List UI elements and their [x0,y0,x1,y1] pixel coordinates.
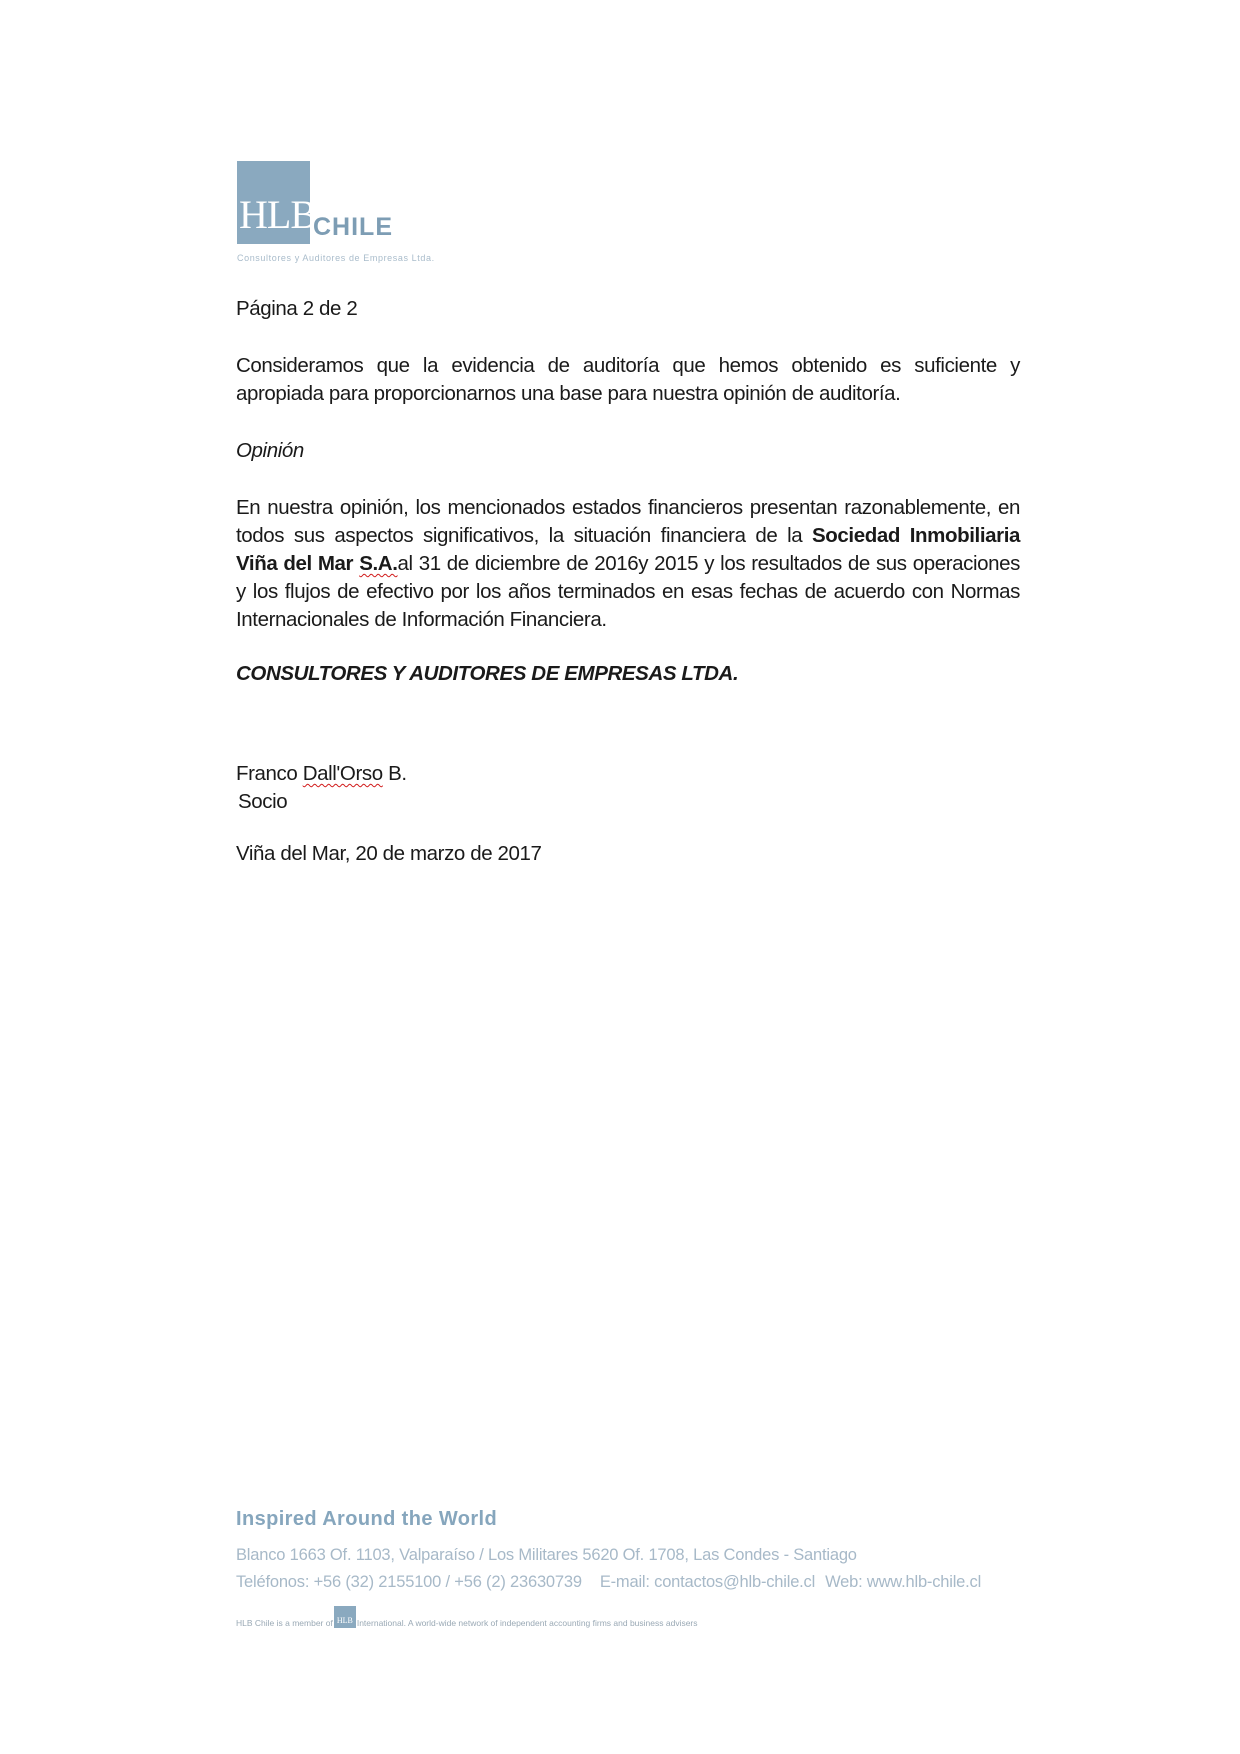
paragraph-opinion [236,494,1020,634]
footer-membership [236,1606,698,1628]
section-heading-opinion: Opinión [236,439,304,462]
opinion-intro: En nuestra opinión, los mencionados estados financieros presentan razonablemente, en todos sus aspectos significativos, la situación financiera de la [236,496,1020,547]
entity-name: Sociedad Inmobiliaria Viña del Mar [236,524,1020,575]
signer-suffix: B. [388,762,407,785]
footer-email: E-mail: contactos@hlb-chile.cl [599,1573,816,1591]
logo-brand-text: HLB [239,192,316,237]
logo-country-text: CHILE [313,213,393,241]
footer-contact [236,1573,981,1592]
entity-suffix: S.A. [359,552,398,575]
paragraph-evidence: Consideramos que la evidencia de auditoría que hemos obtenido es suficiente y apropiada para proporcionarnos una base para nuestra opinión de auditoría. [236,354,1020,405]
footer-tagline: Inspired Around the World [236,1508,498,1530]
signer-first-name: Franco [236,762,298,785]
page-number: Página 2 de 2 [236,297,358,320]
hlb-chile-logo [237,161,497,271]
logo-subtitle: Consultores y Auditores de Empresas Ltda. [237,253,435,263]
member-suffix: International. A world-wide network of independent accounting firms and business advisers [356,1618,698,1628]
signer-name [236,760,1020,788]
place-and-date: Viña del Mar, 20 de marzo de 2017 [236,842,542,865]
footer-phones: Teléfonos: +56 (32) 2155100 / +56 (2) 23630739 [236,1573,582,1591]
hlb-international-mini-logo: HLB [334,1606,356,1628]
footer-web: Web: www.hlb-chile.cl [825,1573,982,1591]
opinion-rest: al 31 de diciembre de 2016y 2015 y los resultados de sus operaciones y los flujos de efectivo por los años terminados en esas fechas de acuerdo con Normas Internacionales de Información Financiera. [236,552,1021,631]
signer-role: Socio [238,790,288,813]
signer-surname: Dall'Orso [302,762,383,785]
member-prefix: HLB Chile is a member of [236,1618,333,1628]
footer-address: Blanco 1663 Of. 1103, Valparaíso / Los Militares 5620 Of. 1708, Las Condes - Santiago [236,1546,857,1564]
firm-name: CONSULTORES Y AUDITORES DE EMPRESAS LTDA. [236,662,739,685]
